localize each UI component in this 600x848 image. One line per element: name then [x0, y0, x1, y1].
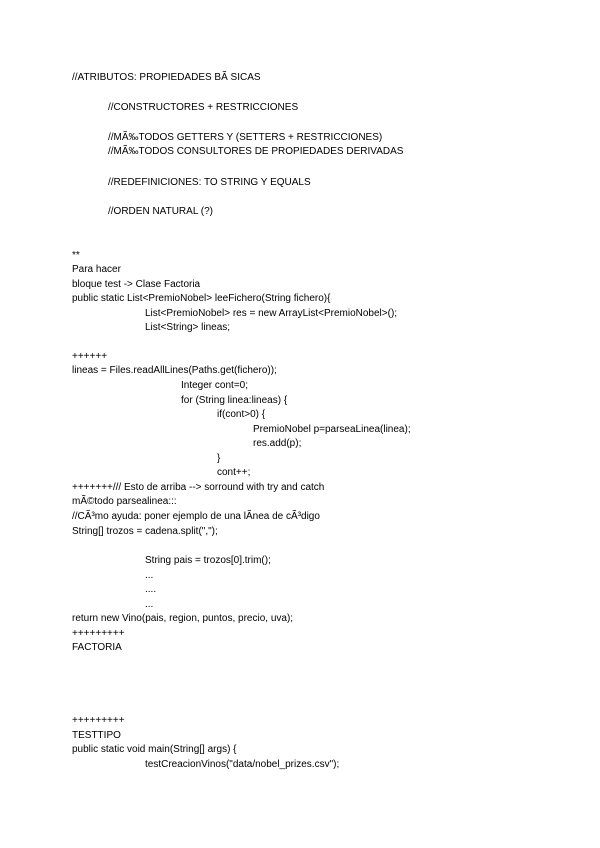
code-main-signature: public static void main(String[] args) { — [72, 744, 237, 755]
code-return-vino: return new Vino(pais, region, puntos, precio, uva); — [72, 613, 294, 624]
code-if-cont: if(cont>0) { — [217, 409, 266, 420]
code-split: String[] trozos = cadena.split(","); — [72, 526, 218, 537]
comment-metodos-consultores: //MÃ‰TODOS CONSULTORES DE PROPIEDADES DERIVADAS — [108, 146, 404, 157]
code-close-brace: } — [217, 453, 221, 464]
code-test-creacion-vinos: testCreacionVinos("data/nobel_prizes.csv"); — [145, 759, 340, 770]
code-lineas-declaration: List<String> lineas; — [145, 322, 231, 333]
note-metodo-parsealinea: mÃ©todo parsealinea::: — [72, 496, 177, 507]
code-cont-init: Integer cont=0; — [181, 380, 248, 391]
code-cont-increment: cont++; — [217, 467, 251, 478]
note-como-ayuda: //CÃ³mo ayuda: poner ejemplo de una lÃnea de cÃ³digo — [72, 511, 320, 522]
code-parsea-linea: PremioNobel p=parseaLinea(linea); — [253, 424, 411, 435]
heading-factoria: FACTORIA — [72, 642, 122, 653]
separator-plus-long-2: +++++++++ — [72, 715, 125, 726]
separator-plus: ++++++ — [72, 351, 108, 362]
comment-orden-natural: //ORDEN NATURAL (?) — [108, 206, 214, 217]
code-lee-fichero-signature: public static List<PremioNobel> leeFichero(String fichero){ — [72, 293, 331, 304]
comment-redefiniciones: //REDEFINICIONES: TO STRING Y EQUALS — [108, 177, 311, 188]
note-try-catch: +++++++/// Esto de arriba --> sorround with try and catch — [72, 482, 325, 493]
code-read-all-lines: lineas = Files.readAllLines(Paths.get(fichero)); — [72, 365, 277, 376]
todo-heading: Para hacer — [72, 264, 121, 275]
code-for-loop: for (String linea:lineas) { — [181, 395, 288, 406]
code-ellipsis-3: ... — [145, 599, 154, 610]
code-res-declaration: List<PremioNobel> res = new ArrayList<PremioNobel>(); — [145, 308, 398, 319]
separator-plus-long-1: +++++++++ — [72, 628, 125, 639]
comment-metodos-getters: //MÃ‰TODOS GETTERS Y (SETTERS + RESTRICCIONES) — [108, 132, 383, 143]
code-ellipsis-1: ... — [145, 570, 154, 581]
separator-stars: ** — [72, 250, 80, 261]
code-ellipsis-2: .... — [145, 584, 157, 595]
code-res-add: res.add(p); — [253, 438, 302, 449]
heading-testtipo: TESTTIPO — [72, 730, 121, 741]
comment-atributos: //ATRIBUTOS: PROPIEDADES BÃ SICAS — [72, 72, 261, 83]
code-pais-trim: String pais = trozos[0].trim(); — [145, 555, 271, 566]
comment-constructores: //CONSTRUCTORES + RESTRICCIONES — [108, 102, 299, 113]
todo-test-block: bloque test -> Clase Factoria — [72, 279, 201, 290]
